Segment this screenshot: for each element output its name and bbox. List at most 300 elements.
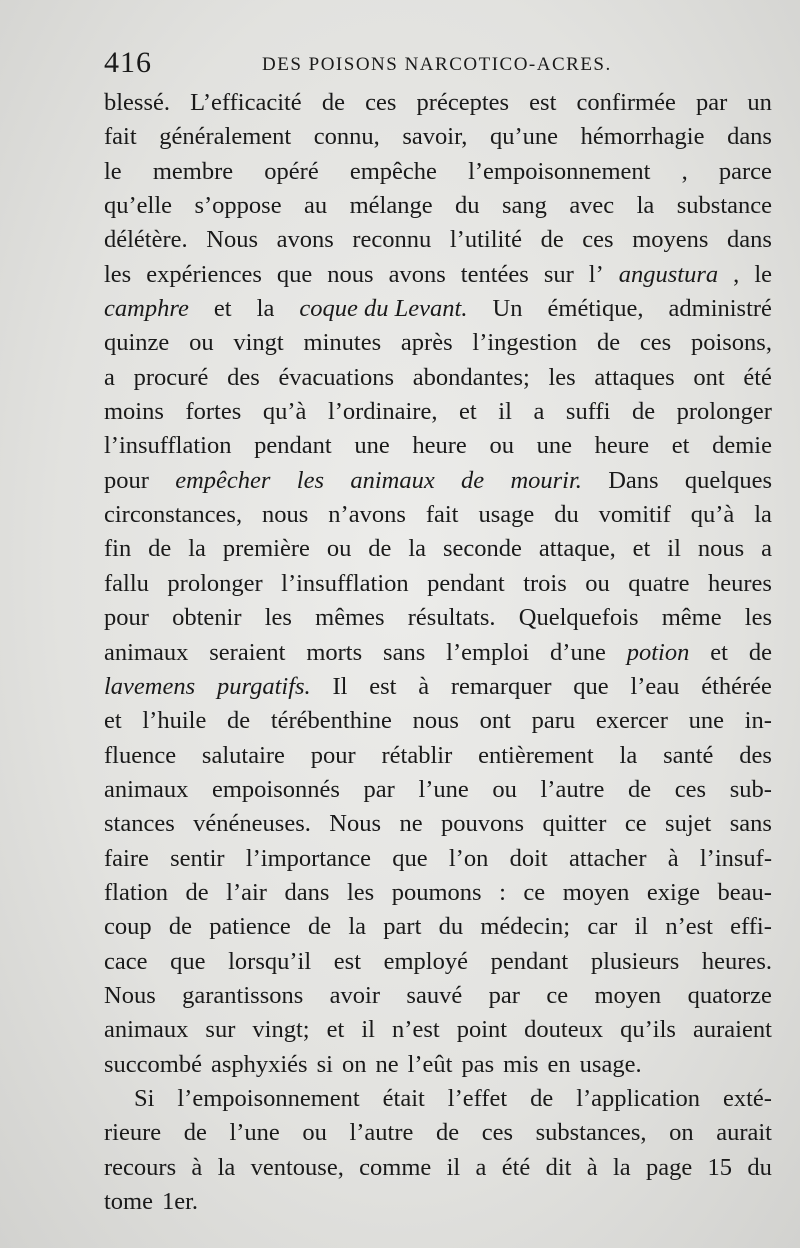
word: de [540,226,564,254]
word: et [213,295,232,323]
word: in- [744,707,772,735]
word: douteux [524,1016,604,1044]
word: ces [639,329,672,357]
word: , [681,157,688,185]
word: une [536,432,572,460]
text-line [104,189,772,223]
word: confirmée [576,89,676,116]
text-line [104,1151,772,1185]
word: l’une [229,1119,280,1147]
word: moins [104,398,164,426]
word: a [475,1153,487,1181]
word: de [308,913,332,941]
word: heure [412,432,467,460]
word: cace [104,947,148,975]
word: est [369,672,397,700]
word: flation [104,878,168,906]
text-line [104,945,772,979]
word: prolonger [167,569,263,597]
word: reconnu [352,226,432,254]
word: de [227,707,251,735]
word: morts [306,638,363,666]
word: il [446,1153,461,1181]
word: dit [545,1153,572,1181]
word: heures [707,569,772,597]
word: à [418,672,430,700]
word: de [368,535,392,563]
word: émétique, [547,295,644,323]
word: de [185,878,209,906]
word: pendant [254,432,332,460]
word: nous [327,260,374,288]
word: une [688,707,724,735]
word: salutaire [201,741,285,769]
text-line [104,1185,772,1219]
running-title: DES POISONS NARCOTICO-ACRES. [262,54,612,75]
word: vingt [233,329,284,357]
word: il [667,535,681,563]
word: pour [310,741,356,769]
word: empêche [349,157,437,185]
word: s’oppose [194,192,282,220]
word: sur [205,1016,236,1044]
text-line [104,1048,772,1082]
word: ont [479,707,511,735]
word: page [645,1153,693,1181]
word: aurait [716,1119,772,1147]
word: demie [712,432,772,460]
word: l’insufflation [281,569,409,597]
word: dans [727,226,772,254]
word: mêmes [315,604,385,632]
text-line [104,120,772,154]
word: l’utilité [449,226,522,254]
word: auraient [692,1016,772,1044]
text-line [104,292,772,326]
word: l’empoisonnement [468,157,651,185]
word: Un [492,295,523,323]
word: il [361,1016,375,1044]
word: Il [332,672,348,700]
word: poisons, [690,329,772,357]
word: que [392,844,428,872]
word: ne [375,1050,399,1078]
word: exté- [722,1084,772,1112]
word: moyen [562,878,630,906]
word: sentir [170,844,225,872]
word: dans [727,123,772,151]
word: minutes [303,329,382,357]
text-line [104,601,772,635]
word: ces [481,1119,514,1147]
word: l’insuf- [699,844,772,872]
word: employé [383,947,468,975]
word: succombé [104,1050,202,1078]
word: camphre [104,295,189,323]
word: l’air [226,878,267,906]
word: éthérée [701,672,772,700]
word: opéré [264,157,319,185]
word: savoir, [402,123,468,151]
word: quitter [542,810,607,838]
word: ou [302,1119,327,1147]
text-line [104,876,772,910]
word: administré [668,295,772,323]
word: délétère. [104,226,188,254]
text-line [104,361,772,395]
text-line [104,842,772,876]
word: usage [478,501,535,529]
word: substances, [535,1119,647,1147]
word: fait [104,123,137,151]
text-line [104,1116,772,1150]
word: quelques [684,466,772,494]
word: animaux [104,638,189,666]
word: substance [676,192,772,220]
word: du [438,913,464,941]
word: et [710,638,728,666]
word: à [586,1153,598,1181]
word: coque du Levant. [299,295,468,323]
word: à [191,1153,203,1181]
word: le [754,260,772,288]
word: 15 [707,1153,733,1181]
word: Nous [206,226,258,254]
word: paru [531,707,576,735]
word: fortes [185,398,242,426]
word: poumons [391,878,482,906]
text-line [104,739,772,773]
word: le [104,157,122,185]
word: mis [503,1050,539,1078]
word: si [316,1050,333,1078]
word: d’une [550,638,606,666]
text-line [104,429,772,463]
word: avons [276,226,334,254]
word: par [363,775,395,803]
word: entièrement [478,741,594,769]
word: de [321,89,345,116]
word: en [547,1050,571,1078]
word: animaux [350,466,435,494]
word: ces [674,775,707,803]
word: ce [546,981,569,1009]
word: ventouse, [250,1153,344,1181]
word: car [587,913,618,941]
word: stances [104,810,175,838]
word: la [256,295,275,323]
word: : [499,878,506,906]
word: sans [729,810,772,838]
word: nous [412,707,459,735]
word: de [461,466,485,494]
word: la [217,1153,236,1181]
text-line [104,258,772,292]
word: comme [359,1153,432,1181]
word: ou [189,329,214,357]
text-line [104,464,772,498]
word: attacher [568,844,647,872]
word: trois [523,569,567,597]
word: effi- [730,913,772,941]
word: de [436,1119,460,1147]
word: a [104,363,115,391]
word: avoir [329,981,381,1009]
word: préceptes [416,89,510,116]
word: qu’elle [104,192,173,220]
word: empêcher [175,466,271,494]
word: est [529,89,557,116]
word: ou [585,569,610,597]
word: garantissons [182,981,304,1009]
word: expériences [146,260,262,288]
word: on [669,1119,694,1147]
word: est [333,947,361,975]
word: Quelquefois [518,604,639,632]
word: et [671,432,690,460]
word: médecin; [480,913,571,941]
word: l’ [588,260,604,288]
text-line [104,1082,772,1116]
word: moyen [594,981,662,1009]
word: l’autre [540,775,605,803]
word: la [188,535,206,563]
word: recours [104,1153,177,1181]
page-number: 416 [104,46,152,79]
word: et [459,398,477,426]
text-line [104,636,772,670]
word: asphyxiés [210,1050,308,1078]
word: patience [209,913,291,941]
word: l’application [576,1084,701,1112]
word: sans [383,638,426,666]
text-line [104,498,772,532]
word: et [326,1016,345,1044]
word: généralement [159,123,292,151]
word: la [408,535,427,563]
word: remarquer [450,672,552,700]
word: moyens [632,226,709,254]
word: qu’une [490,123,559,151]
word: pour [104,604,149,632]
word: animaux [104,775,189,803]
word: l’huile [142,707,207,735]
word: à [667,844,679,872]
text-line [104,807,772,841]
word: les [104,260,132,288]
word: circonstances, [104,501,243,529]
word: les [346,878,375,906]
word: la [348,913,367,941]
word: l’importance [245,844,371,872]
word: que [276,260,313,288]
word: fluence [104,741,177,769]
word: sang [501,192,547,220]
word: vingt; [252,1016,310,1044]
word: évacuations [278,363,395,391]
word: santé [663,741,714,769]
word: la [619,741,638,769]
word: heures. [701,947,772,975]
word: la [636,192,655,220]
word: de [596,329,621,357]
word: par [695,89,728,116]
word: de [748,638,772,666]
word: pendant [490,947,569,975]
word: pour [104,466,149,494]
page-header [104,46,794,86]
word: sur [543,260,574,288]
word: blessé. [104,89,170,116]
word: suffi [565,398,611,426]
word: l’eût [407,1050,453,1078]
word: l’autre [349,1119,414,1147]
text-line [104,86,772,120]
word: ne [399,810,423,838]
word: il [634,913,649,941]
word: vomitif [598,501,671,529]
word: heure [594,432,650,460]
word: mourir. [510,466,582,494]
word: fallu [104,569,149,597]
word: par [488,981,520,1009]
word: fait [425,501,459,529]
word: qu’à [262,398,307,426]
word: la [754,501,772,529]
word: ou [492,775,517,803]
word: sub- [729,775,772,803]
word: ce [624,810,647,838]
word: même [661,604,722,632]
word: coup [104,913,152,941]
text-line [104,155,772,189]
text-line [104,979,772,1013]
text-line [104,567,772,601]
word: a [761,535,772,563]
word: sauvé [406,981,463,1009]
word: mélange [349,192,433,220]
word: attaques [594,363,675,391]
word: ou [489,432,514,460]
word: procuré [133,363,209,391]
word: 1er. [162,1188,199,1215]
text-line [104,326,772,360]
word: Dans [608,466,659,494]
word: lavemens [104,672,196,700]
word: ou [326,535,352,563]
word: après [400,329,453,357]
text-line [104,223,772,257]
word: seconde [442,535,522,563]
text-line [104,532,772,566]
word: exige [646,878,700,906]
word: du [747,1153,772,1181]
word: n’est [392,1016,440,1044]
word: et [104,707,122,735]
word: avec [569,192,615,220]
word: angustura [618,260,719,288]
word: de [631,398,656,426]
word: la [612,1153,631,1181]
word: au [304,192,328,220]
word: ces [582,226,614,254]
word: potion [626,638,690,666]
word: de [148,535,172,563]
word: faire [104,844,149,872]
word: lorsqu’il [228,947,312,975]
text-line [104,670,772,704]
word: les [296,466,324,494]
word: attaque, [538,535,616,563]
word: qu’à [690,501,735,529]
word: une [354,432,390,460]
word: dans [284,878,330,906]
word: abondantes; [412,363,530,391]
word: rétablir [381,741,453,769]
word: membre [152,157,234,185]
word: fin [104,535,132,563]
word: avons [388,260,446,288]
word: l’ingestion [472,329,578,357]
word: n’avons [328,501,406,529]
word: un [747,89,772,116]
word: de [628,775,652,803]
word: des [739,741,772,769]
word: nous [697,535,745,563]
text-line [104,1013,772,1047]
word: l’on [448,844,489,872]
word: était [382,1084,425,1112]
word: point [456,1016,508,1044]
word: quinze [104,329,170,357]
word: les [548,363,576,391]
word: animaux [104,1016,189,1044]
word: première [222,535,310,563]
text-line [104,773,772,807]
word: pouvons [441,810,525,838]
word: pas [461,1050,495,1078]
word: empoisonnés [211,775,340,803]
word: beau- [717,878,772,906]
word: seraient [209,638,286,666]
word: l’une [418,775,469,803]
body-text [104,86,772,1219]
word: des [227,363,260,391]
word: ont [693,363,725,391]
word: usage. [579,1050,642,1078]
word: tentées [460,260,529,288]
word: qu’ils [620,1016,676,1044]
text-line [104,910,772,944]
word: rieure [104,1119,162,1147]
word: ces [365,89,397,116]
word: et [632,535,651,563]
word: parce [718,157,772,185]
word: les [744,604,772,632]
word: plusieurs [590,947,680,975]
word: que [170,947,206,975]
word: l’effet [447,1084,508,1112]
word: les [264,604,292,632]
word: doit [509,844,548,872]
word: que [573,672,609,700]
word: vénéneuses. [193,810,311,838]
word: prolonger [676,398,772,426]
word: part [383,913,422,941]
word: exercer [595,707,668,735]
word: de [183,1119,207,1147]
word: l’emploi [446,638,530,666]
